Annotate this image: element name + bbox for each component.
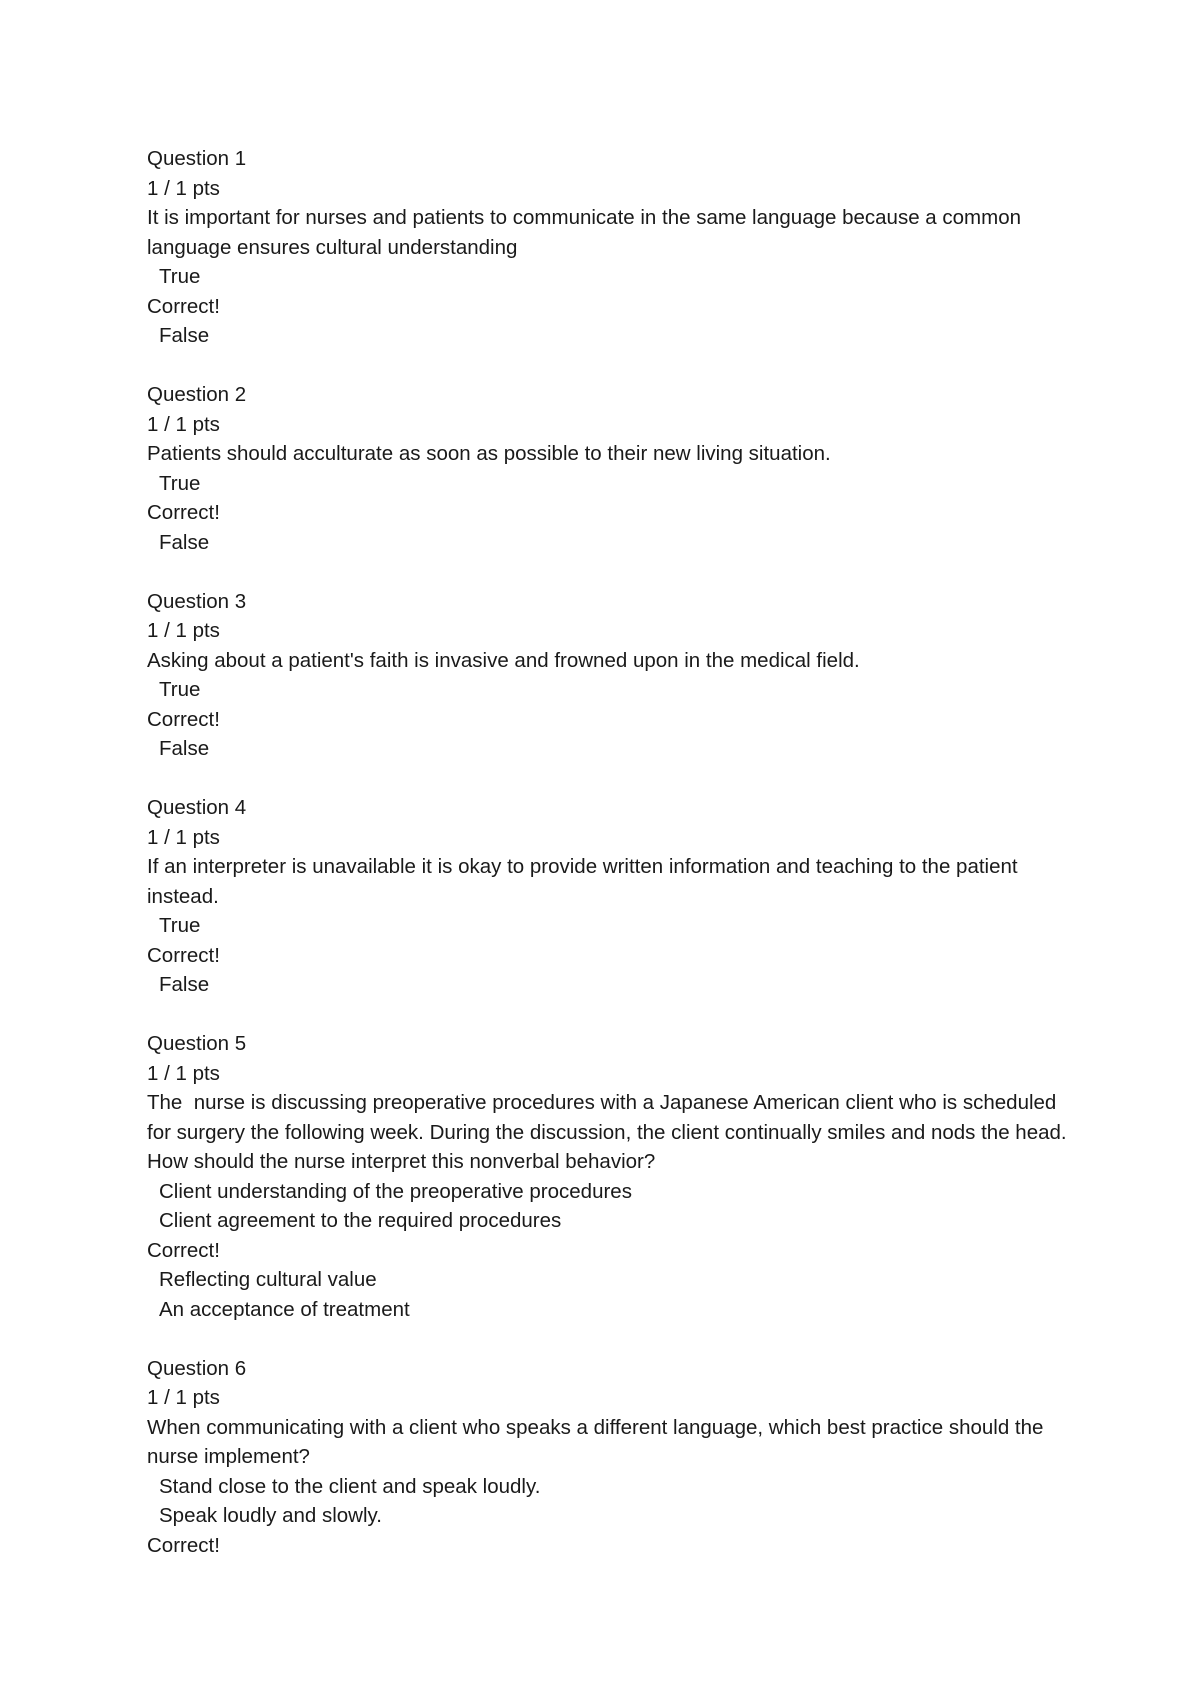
answer-option: False	[159, 973, 210, 996]
question-title: Question 6	[147, 1356, 247, 1380]
question-block	[147, 380, 1077, 557]
correct-marker: Correct!	[147, 943, 220, 967]
question-block	[147, 793, 1077, 1000]
question-text: If an interpreter is unavailable it is okay to provide written information and teaching to the patient instead.	[147, 855, 1024, 908]
question-points: 1 / 1 pts	[147, 825, 220, 849]
correct-marker: Correct!	[147, 501, 220, 524]
question-block	[147, 1029, 1077, 1324]
answer-option: False	[159, 324, 210, 347]
question-title: Question 5	[147, 1032, 247, 1055]
correct-marker: Correct!	[147, 294, 220, 318]
correct-marker: Correct!	[147, 1238, 220, 1262]
answer-option: Speak loudly and slowly.	[159, 1504, 382, 1527]
question-block	[147, 1354, 1077, 1561]
question-points: 1 / 1 pts	[147, 412, 220, 436]
question-title: Question 4	[147, 796, 247, 819]
question-points: 1 / 1 pts	[147, 1061, 220, 1085]
answer-option: True	[159, 471, 201, 495]
quiz-document	[147, 144, 1077, 1590]
question-points: 1 / 1 pts	[147, 176, 220, 200]
answer-option: Client agreement to the required procedures	[159, 1209, 562, 1232]
correct-marker: Correct!	[147, 707, 220, 731]
answer-option: Stand close to the client and speak loudly.	[159, 1474, 541, 1498]
answer-option: True	[159, 914, 201, 937]
answer-option: False	[159, 530, 210, 554]
question-text: Patients should acculturate as soon as possible to their new living situation.	[147, 442, 831, 465]
question-points: 1 / 1 pts	[147, 619, 220, 642]
question-points: 1 / 1 pts	[147, 1386, 220, 1409]
question-text: When communicating with a client who speaks a different language, which best practice should the nurse implement?	[147, 1415, 1050, 1468]
question-text: It is important for nurses and patients to communicate in the same language because a common language ensures cultural understanding	[147, 206, 1027, 259]
question-text: The nurse is discussing preoperative procedures with a Japanese American client who is scheduled for surgery the following week. During the discussion, the client continually smiles and nods the head. How should the nurse interpret this nonverbal behavior?	[147, 1091, 1073, 1173]
question-title: Question 1	[147, 147, 247, 170]
correct-marker: Correct!	[147, 1533, 220, 1557]
answer-option: Reflecting cultural value	[159, 1268, 377, 1291]
question-title: Question 3	[147, 589, 247, 613]
question-title: Question 2	[147, 383, 247, 406]
answer-option: True	[159, 678, 201, 701]
answer-option: False	[159, 737, 210, 760]
answer-option: True	[159, 265, 201, 288]
question-text: Asking about a patient's faith is invasive and frowned upon in the medical field.	[147, 648, 860, 672]
question-block	[147, 587, 1077, 764]
answer-option: An acceptance of treatment	[159, 1297, 410, 1321]
answer-option: Client understanding of the preoperative procedures	[159, 1179, 632, 1203]
question-block	[147, 144, 1077, 351]
